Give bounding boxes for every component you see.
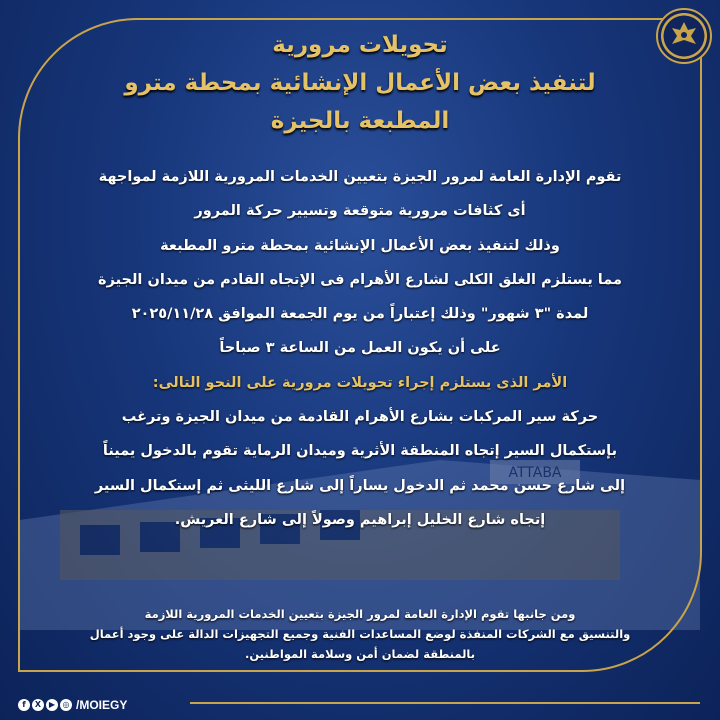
- body-line: مما يستلزم الغلق الكلى لشارع الأهرام فى الإتجاه القادم من ميدان الجيزة: [98, 271, 622, 288]
- title-line-1: تحويلات مرورية: [272, 32, 448, 58]
- detour-line: إتجاه شارع الخليل إبراهيم وصولاً إلى شارع العريش.: [174, 511, 546, 528]
- announcement-title: [70, 26, 650, 140]
- footer-line: والتنسيق مع الشركات المنفذة لوضع المساعدات الفنية وجميع التجهيزات الدالة على وجود أعمال: [89, 627, 631, 641]
- detour-line: بإستكمال السير إتجاه المنطقة الأثرية وميدان الرماية تقوم بالدخول يميناً: [102, 443, 618, 460]
- facebook-icon[interactable]: f: [18, 699, 30, 711]
- footer-line: بالمنطقة لضمان أمن وسلامة المواطنين.: [244, 647, 476, 661]
- youtube-icon[interactable]: ▶: [46, 699, 58, 711]
- bottom-divider: [190, 702, 700, 704]
- body-line: تقوم الإدارة العامة لمرور الجيزة بتعيين الخدمات المرورية اللازمة لمواجهة: [98, 169, 622, 185]
- station-sign: ATTABA: [508, 465, 562, 481]
- social-links: [18, 698, 127, 712]
- x-icon[interactable]: X: [32, 699, 44, 711]
- instagram-icon[interactable]: ◎: [60, 699, 72, 711]
- body-line: لمدة "٣ شهور" وذلك إعتباراً من يوم الجمعة الموافق ٢٠٢٥/١١/٢٨: [131, 306, 589, 323]
- body-line: وذلك لتنفيذ بعض الأعمال الإنشائية بمحطة مترو المطبعة: [160, 237, 560, 254]
- title-line-3: المطبعة بالجيزة: [270, 108, 450, 134]
- body-line: أى كثافات مرورية متوقعة وتسيير حركة المرور: [194, 203, 526, 220]
- title-line-2: لتنفيذ بعض الأعمال الإنشائية بمحطة مترو: [124, 70, 596, 96]
- detour-heading: الأمر الذى يستلزم إجراء تحويلات مرورية على النحو التالى:: [152, 374, 568, 391]
- footer-line: ومن جانبها تقوم الإدارة العامة لمرور الجيزة بتعيين الخدمات المرورية اللازمة: [144, 607, 576, 621]
- ministry-logo-icon: [656, 8, 712, 64]
- social-handle[interactable]: /MOIEGY: [76, 698, 128, 712]
- footer-note: [40, 604, 680, 664]
- announcement-body: [40, 160, 680, 537]
- body-line: على أن يكون العمل من الساعة ٣ صباحاً: [219, 340, 501, 357]
- detour-line: إلى شارع حسن محمد ثم الدخول يساراً إلى شارع الليثى ثم إستكمال السير: [94, 477, 626, 494]
- detour-line: حركة سير المركبات بشارع الأهرام القادمة من ميدان الجيزة وترغب: [121, 409, 599, 426]
